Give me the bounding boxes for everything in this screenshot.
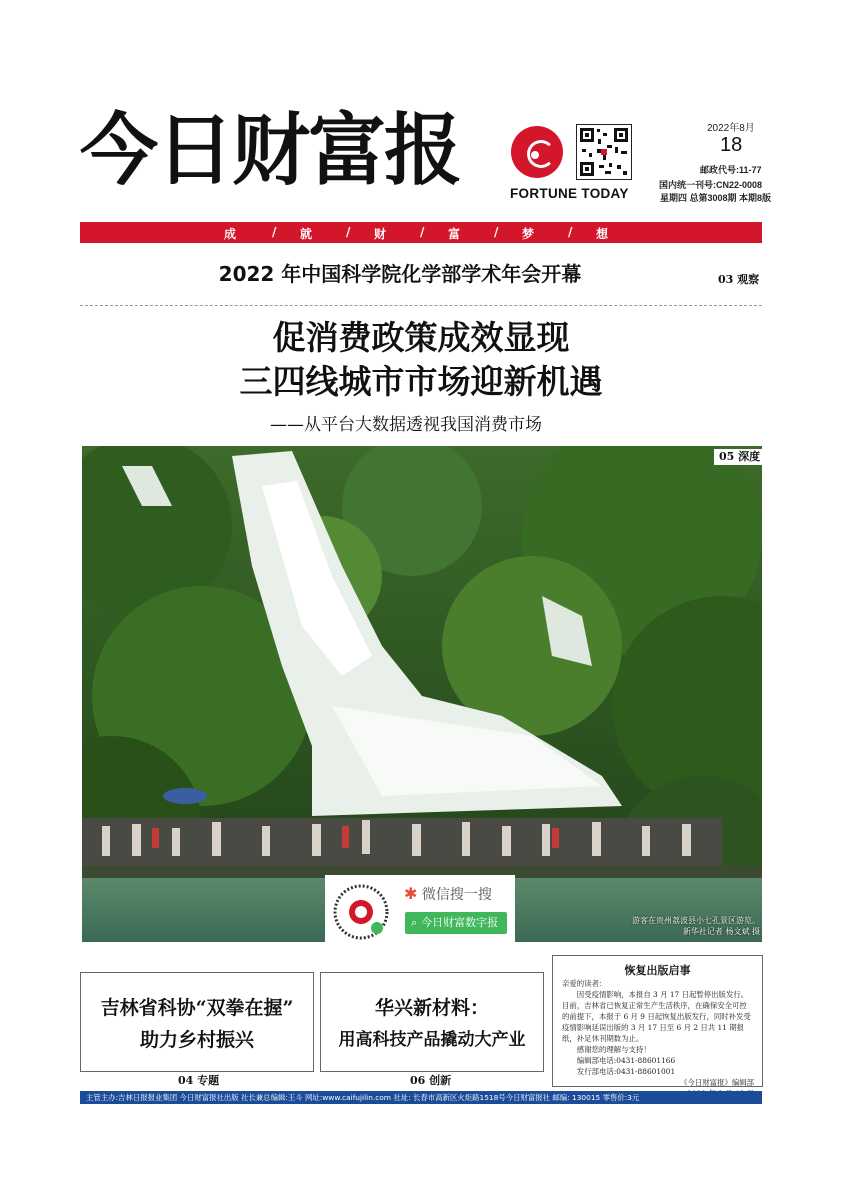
notice-title: 恢复出版启事 [624, 964, 691, 977]
story-1-page-ref: 04 专题 [178, 1074, 220, 1087]
wechat-search-label: ✱ 微信搜一搜 [404, 884, 492, 903]
story-box-2[interactable]: 华兴新材料： 用高科技产品撬动大产业 [320, 972, 544, 1072]
lead-subtitle: ——从平台大数据透视我国消费市场 [270, 415, 542, 435]
slogan-char: 想 [596, 227, 610, 241]
search-icon: ⌕ [411, 916, 418, 929]
slogan-char: 财 [374, 227, 388, 241]
slogan-bar: 成 / 就 / 财 / 富 / 梦 / 想 [80, 222, 762, 243]
slogan-char: 富 [448, 227, 462, 241]
issue-info: 星期四 总第3008期 本期8版 [660, 193, 772, 203]
divider [80, 305, 762, 306]
top-story-page-ref: 03 观察 [718, 273, 760, 286]
lead-headline-line2[interactable]: 三四线城市市场迎新机遇 [239, 362, 603, 401]
imprint-footer: 主管主办:吉林日报报业集团 今日财富报社出版 社长兼总编辑:王斗 网址:www.caifujilin.com 社址: 长春市高新区火炬路1518号今日财富报社 邮编: 130015 零售价:3元 [80, 1091, 762, 1104]
wechat-qr-code-icon[interactable] [333, 884, 389, 940]
photo-caption: 游客在贵州荔波县小七孔景区游览。 新华社记者 杨文斌 摄 [632, 916, 760, 936]
waterfall-photo [82, 446, 762, 942]
date-day: 18 [720, 134, 743, 156]
story-2-page-ref: 06 创新 [410, 1074, 452, 1087]
logo-dot [531, 151, 539, 159]
slogan-char: 就 [300, 227, 314, 241]
qr-code-icon[interactable] [576, 124, 632, 180]
postal-code: 邮政代号:11-77 [700, 165, 762, 175]
slogan-char: 梦 [522, 227, 536, 241]
slogan-char: 成 [224, 227, 238, 241]
wechat-search-button[interactable]: ⌕ 今日财富数字报 [405, 912, 507, 934]
wechat-search-icon: ✱ [404, 884, 418, 903]
date-month: 2022年8月 [707, 123, 755, 134]
english-name: FORTUNE TODAY [510, 186, 629, 201]
photo-page-ref: 05 深度 [714, 449, 765, 465]
cn-serial-number: 国内统一刊号:CN22-0008 [659, 180, 763, 190]
notice-body: 亲爱的读者： 因受疫情影响，本报自 3 月 17 日起暂停出版发行。目前，吉林省已恢复正常生产生活秩序，在确保安全可控的前提下，本报于 6 月 9 日起恢复出版发行，同时补发受疫情影响延误出版的 3 月 17 日至 6 月 2 日共 11 期报纸，补足休刊期数为止。 感谢您的理解与支持！ 编辑部电话:0431-88601166 发行部电话:0431-88601001 《今日财富报》编辑部 [562, 979, 754, 1087]
resumption-notice [552, 955, 763, 1087]
lead-headline-line1[interactable]: 促消费政策成效显现 [272, 318, 570, 357]
top-story-headline[interactable]: 2022 年中国科学院化学部学术年会开幕 [218, 262, 582, 286]
story-box-1[interactable]: 吉林省科协“双拳在握” 助力乡村振兴 [80, 972, 314, 1072]
newspaper-title: 今日财富报 [80, 105, 461, 196]
